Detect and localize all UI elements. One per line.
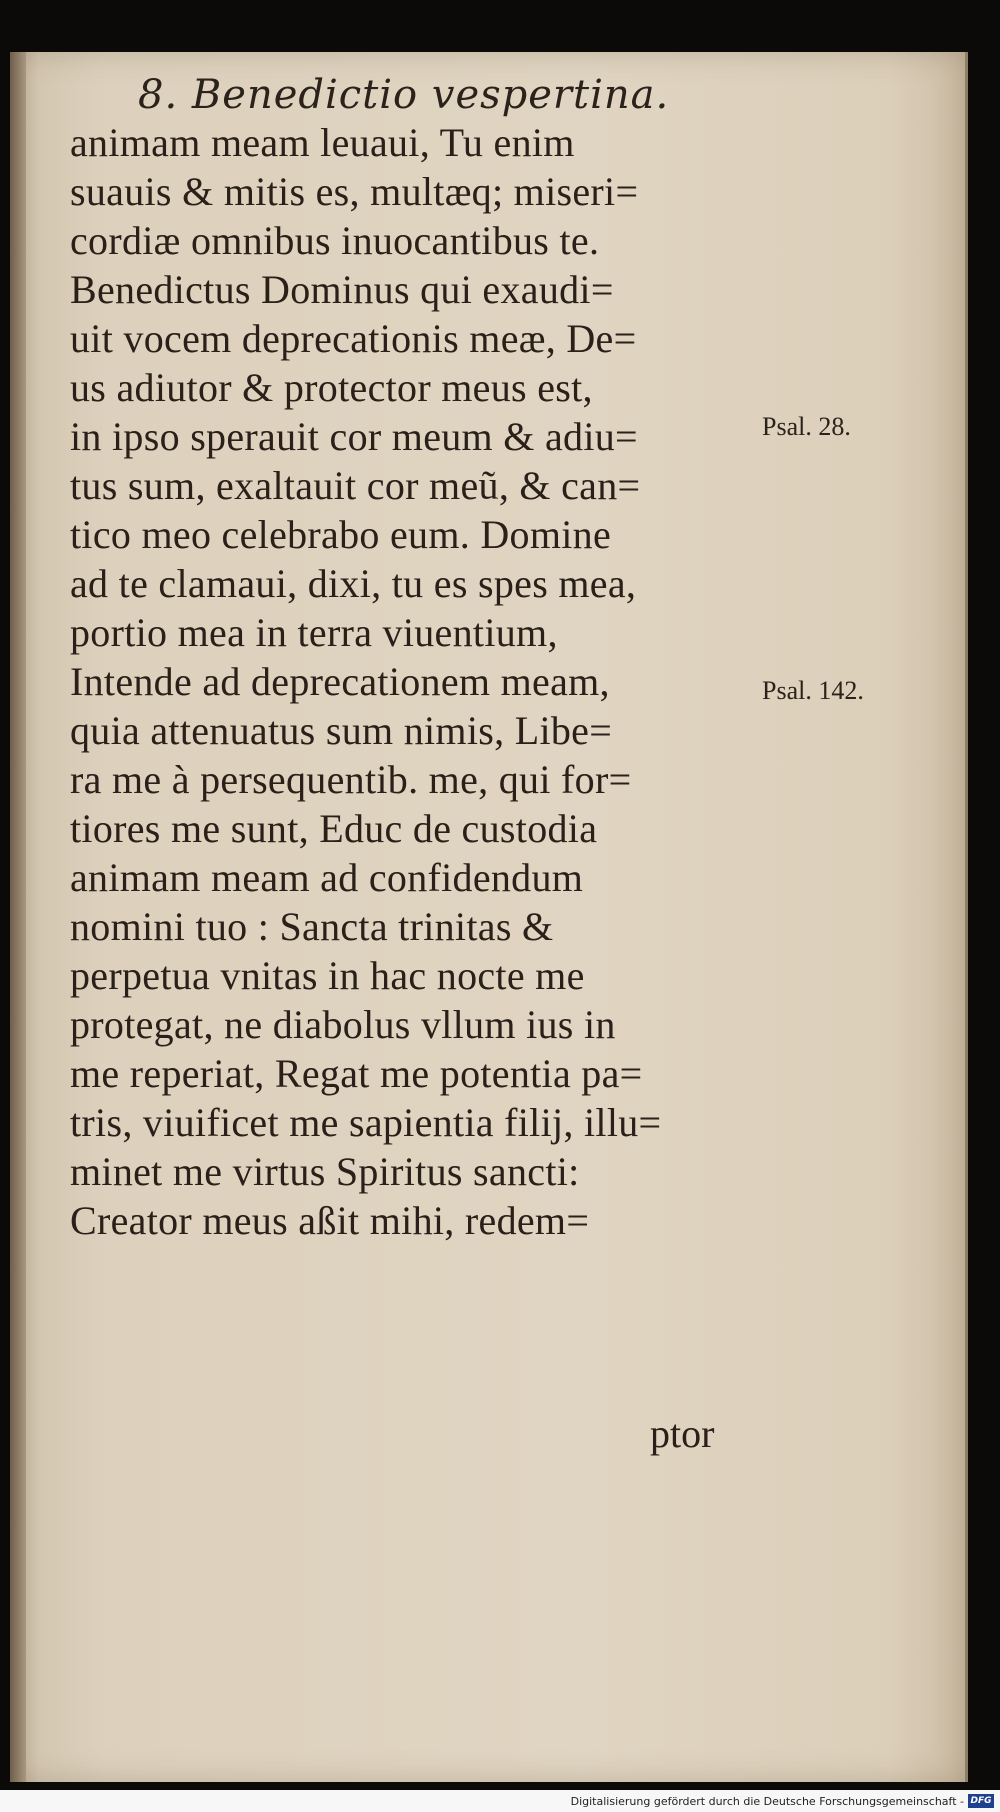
text-line-7: in ipso sperauit cor meum & adiu= xyxy=(70,414,638,459)
text-line-19: protegat, ne diabolus vllum ius in xyxy=(70,1002,616,1047)
text-line-23: Creator meus aßit mihi, redem= xyxy=(70,1198,590,1243)
text-line-17: nomini tuo : Sancta trinitas & xyxy=(70,904,554,949)
text-line-21: tris, viuificet me sapientia filij, illu= xyxy=(70,1100,662,1145)
text-line-20: me reperiat, Regat me potentia pa= xyxy=(70,1051,643,1096)
text-line-12: Intende ad deprecationem meam, xyxy=(70,659,610,704)
text-line-10: ad te clamaui, dixi, tu es spes mea, xyxy=(70,561,637,606)
text-line-11: portio mea in terra viuentium, xyxy=(70,610,558,655)
text-line-9: tico meo celebrabo eum. Domine xyxy=(70,512,612,557)
text-line-18: perpetua vnitas in hac nocte me xyxy=(70,953,585,998)
text-line-22: minet me virtus Spiritus sancti: xyxy=(70,1149,580,1194)
funding-notice: Digitalisierung gefördert durch die Deutsche Forschungsgemeinschaft - xyxy=(570,1795,964,1808)
text-line-6: us adiutor & protector meus est, xyxy=(70,365,593,410)
running-header: 8. Benedictio vespertina. xyxy=(138,72,670,118)
text-line-14: ra me à persequentib. me, qui for= xyxy=(70,757,632,802)
text-line-1: animam meam leuaui, Tu enim xyxy=(70,120,575,165)
text-line-2: suauis & mitis es, multæq; miseri= xyxy=(70,169,639,214)
text-line-16: animam meam ad confidendum xyxy=(70,855,584,900)
body-text xyxy=(70,118,770,1245)
text-line-4: Benedictus Dominus qui exaudi= xyxy=(70,267,614,312)
catchword: ptor xyxy=(650,1411,715,1456)
text-line-3: cordiæ omnibus inuocantibus te. xyxy=(70,218,600,263)
text-line-5: uit vocem deprecationis meæ, De= xyxy=(70,316,637,361)
marginal-note-psalm-142: Psal. 142. xyxy=(762,676,864,705)
dfg-logo: DFG xyxy=(968,1794,994,1808)
text-line-13: quia attenuatus sum nimis, Libe= xyxy=(70,708,613,753)
text-line-15: tiores me sunt, Educ de custodia xyxy=(70,806,598,851)
text-line-8: tus sum, exaltauit cor meũ, & can= xyxy=(70,463,641,508)
marginal-note-psalm-28: Psal. 28. xyxy=(762,412,851,441)
page-binding-edge xyxy=(10,52,26,1782)
